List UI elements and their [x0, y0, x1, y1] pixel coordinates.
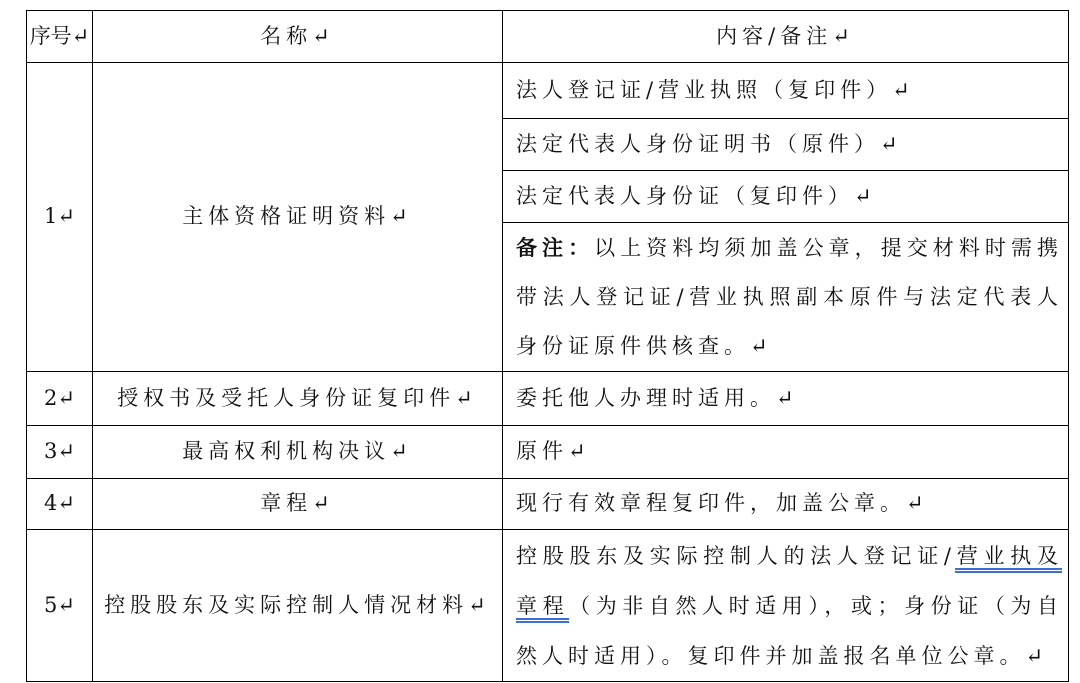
content-item: 法定代表人身份证明书（原件）↵: [516, 131, 903, 156]
note-cell: [503, 223, 1069, 372]
row-name: 授权书及受托人身份证复印件↵: [117, 385, 478, 410]
content-line: [516, 581, 1062, 631]
row-content-cell: [503, 119, 1069, 171]
header-index-label: 序号↵: [29, 23, 90, 48]
table-row: [27, 372, 1069, 426]
content-item: 法人登记证/营业执照（复印件）↵: [516, 77, 915, 102]
content-line: [516, 631, 1062, 681]
content-item: 法定代表人身份证（复印件）↵: [516, 183, 877, 208]
row-content-cell: [503, 479, 1069, 530]
table-header-row: [27, 11, 1069, 63]
row-name: 主体资格证明资料↵: [182, 204, 413, 229]
content-text: 然人时适用）。复印件并加盖报名单位公章。↵: [516, 643, 1049, 668]
row-name-cell: [93, 372, 503, 426]
row-index: 1↵: [44, 204, 75, 229]
row-content: 现行有效章程复印件，加盖公章。↵: [516, 491, 929, 516]
table-row: [27, 479, 1069, 530]
table-row: [27, 63, 1069, 119]
row-content-cell: [503, 171, 1069, 223]
header-content-cell: [503, 11, 1069, 63]
content-text: 控股股东及实际控制人的法人登记证/: [516, 543, 956, 568]
row-content-cell: [503, 530, 1069, 682]
note-line: [516, 322, 1062, 371]
row-name-cell: [93, 63, 503, 372]
content-text: （为非自然人时适用），或；身份证（为自: [569, 593, 1063, 618]
row-content: 委托他人办理时适用。↵: [516, 385, 799, 410]
row-name: 控股股东及实际控制人情况材料↵: [104, 592, 491, 617]
table-row: [27, 530, 1069, 682]
row-name-cell: [93, 479, 503, 530]
note-text: 身份证原件供核查。↵: [516, 334, 773, 358]
row-content: 原件↵: [516, 439, 591, 464]
header-index-cell: [27, 11, 93, 63]
header-content-label: 内容/备注↵: [716, 23, 855, 48]
row-index: 3↵: [44, 439, 75, 464]
note-text: 带法人登记证/营业执照副本原件与法定代表人: [516, 285, 1062, 309]
row-content-cell: [503, 63, 1069, 119]
spellcheck-flagged-text[interactable]: 营业执及: [955, 543, 1062, 568]
row-name: 章程↵: [260, 491, 335, 516]
row-index-cell: [27, 372, 93, 426]
row-content-cell: [503, 426, 1069, 479]
row-name-cell: [93, 426, 503, 479]
spellcheck-flagged-text[interactable]: 章程: [516, 593, 570, 618]
row-content-cell: [503, 372, 1069, 426]
row-index: 4↵: [44, 491, 75, 516]
row-index-cell: [27, 63, 93, 372]
header-name-cell: [93, 11, 503, 63]
row-index: 5↵: [44, 592, 75, 617]
row-name-cell: [93, 530, 503, 682]
row-name: 最高权利机构决议↵: [182, 439, 413, 464]
header-name-label: 名称↵: [260, 23, 335, 48]
note-label: 备注：: [516, 235, 595, 260]
row-index-cell: [27, 479, 93, 530]
materials-table: [26, 10, 1069, 682]
note-line: [516, 273, 1062, 322]
row-index: 2↵: [44, 385, 75, 410]
row-index-cell: [27, 426, 93, 479]
note-text: 以上资料均须加盖公章，提交材料时需携: [594, 236, 1063, 260]
table-row: [27, 426, 1069, 479]
row-index-cell: [27, 530, 93, 682]
content-line: [516, 531, 1062, 581]
note-line: [516, 223, 1062, 273]
